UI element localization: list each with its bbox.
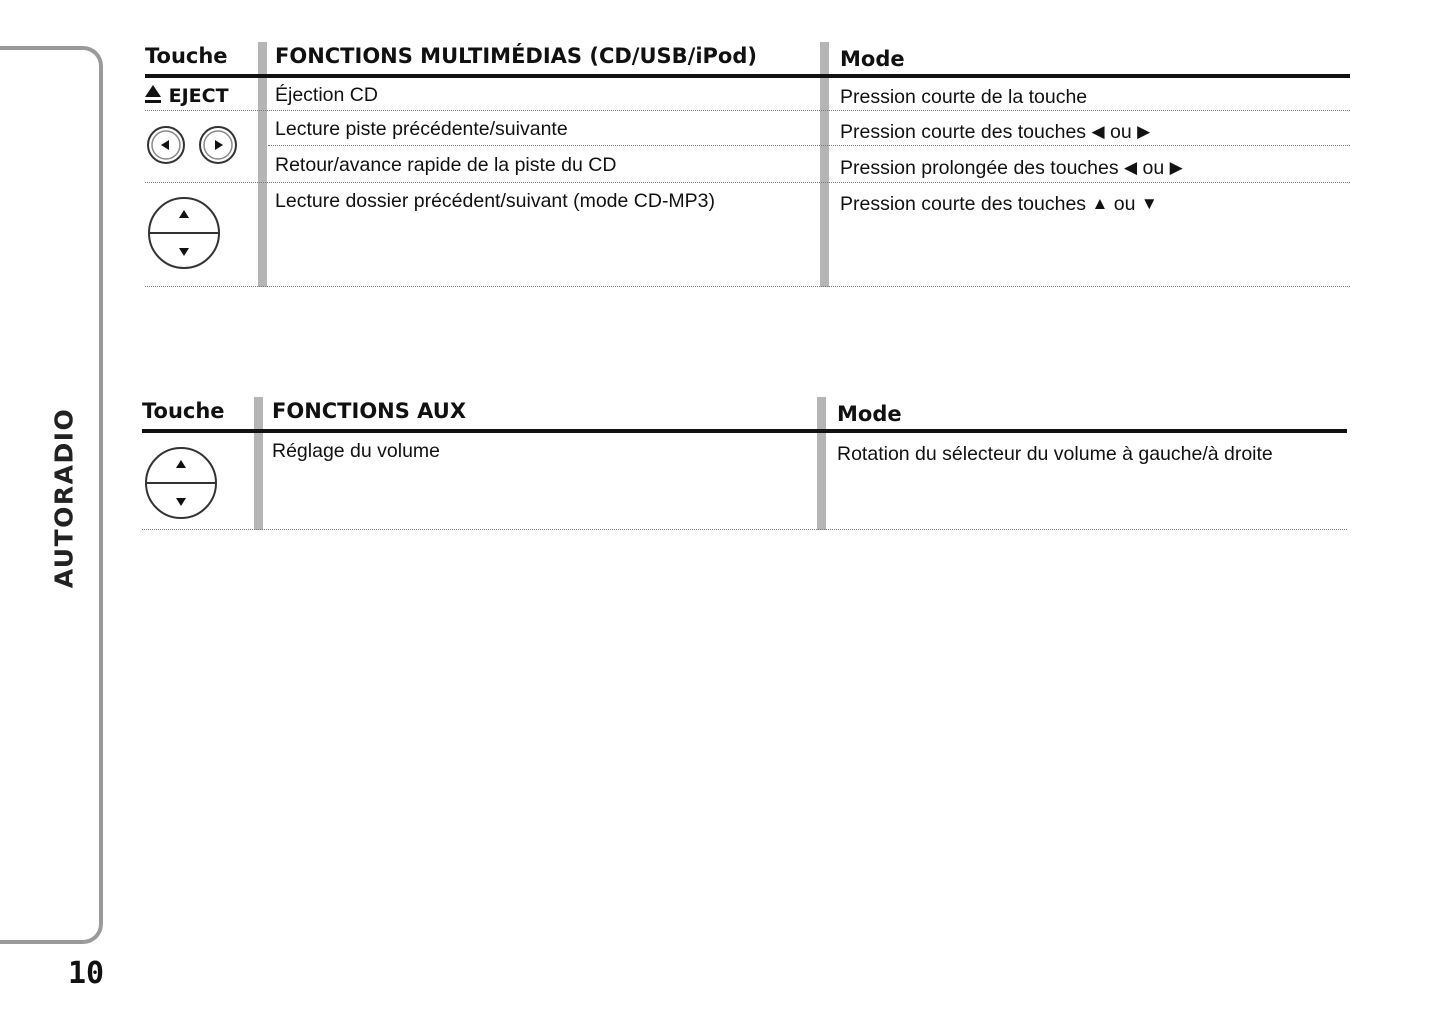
eject-icon	[144, 84, 162, 104]
prev-next-buttons-icon	[146, 125, 240, 167]
up-arrow-icon: ▲	[1091, 194, 1109, 213]
row-function: Lecture piste précédente/suivante	[275, 118, 568, 140]
row-separator	[268, 145, 1350, 146]
column-divider	[817, 397, 826, 530]
row-function: Lecture dossier précédent/suivant (mode CD-MP3)	[275, 190, 716, 212]
mode-text: Pression prolongée des touches	[840, 157, 1119, 179]
row-separator	[145, 182, 1350, 183]
mode-sep: ou	[1113, 193, 1136, 215]
page-number: 10	[68, 956, 105, 991]
column-divider	[254, 397, 263, 530]
row-mode: Rotation du sélecteur du volume à gauche/à droite	[837, 443, 1273, 465]
mode-text: Pression courte des touches	[840, 121, 1087, 143]
row-function: Réglage du volume	[272, 440, 441, 462]
left-arrow-icon: ◀	[1091, 122, 1105, 141]
left-arrow-icon: ◀	[1124, 158, 1138, 177]
up-down-rocker-icon	[143, 446, 221, 522]
header-rule	[142, 429, 1347, 433]
row-separator	[142, 529, 1347, 530]
header-functions: FONCTIONS AUX	[272, 399, 467, 423]
header-functions: FONCTIONS MULTIMÉDIAS (CD/USB/iPod)	[275, 44, 757, 68]
row-separator	[145, 286, 1350, 287]
column-divider	[258, 42, 267, 287]
row-mode	[840, 157, 1183, 180]
eject-key	[144, 84, 229, 107]
row-function: Éjection CD	[275, 84, 378, 106]
down-arrow-icon: ▼	[1140, 194, 1158, 213]
header-mode: Mode	[837, 402, 902, 426]
mode-text: Pression courte des touches	[840, 193, 1087, 215]
row-function: Retour/avance rapide de la piste du CD	[275, 154, 617, 176]
header-mode: Mode	[840, 47, 905, 71]
header-touche: Touche	[142, 399, 225, 423]
mode-sep: ou	[1142, 157, 1165, 179]
row-mode	[840, 193, 1158, 216]
header-rule	[145, 74, 1350, 78]
right-arrow-icon: ▶	[1137, 122, 1151, 141]
up-down-rocker-icon	[146, 196, 224, 272]
row-separator	[145, 110, 1350, 111]
section-label: AUTORADIO	[49, 407, 79, 589]
column-divider	[820, 42, 829, 287]
row-mode: Pression courte de la touche	[840, 86, 1088, 108]
mode-sep: ou	[1109, 121, 1132, 143]
eject-label: EJECT	[168, 85, 229, 107]
right-arrow-icon: ▶	[1169, 158, 1183, 177]
row-mode	[840, 121, 1150, 144]
header-touche: Touche	[145, 44, 228, 68]
